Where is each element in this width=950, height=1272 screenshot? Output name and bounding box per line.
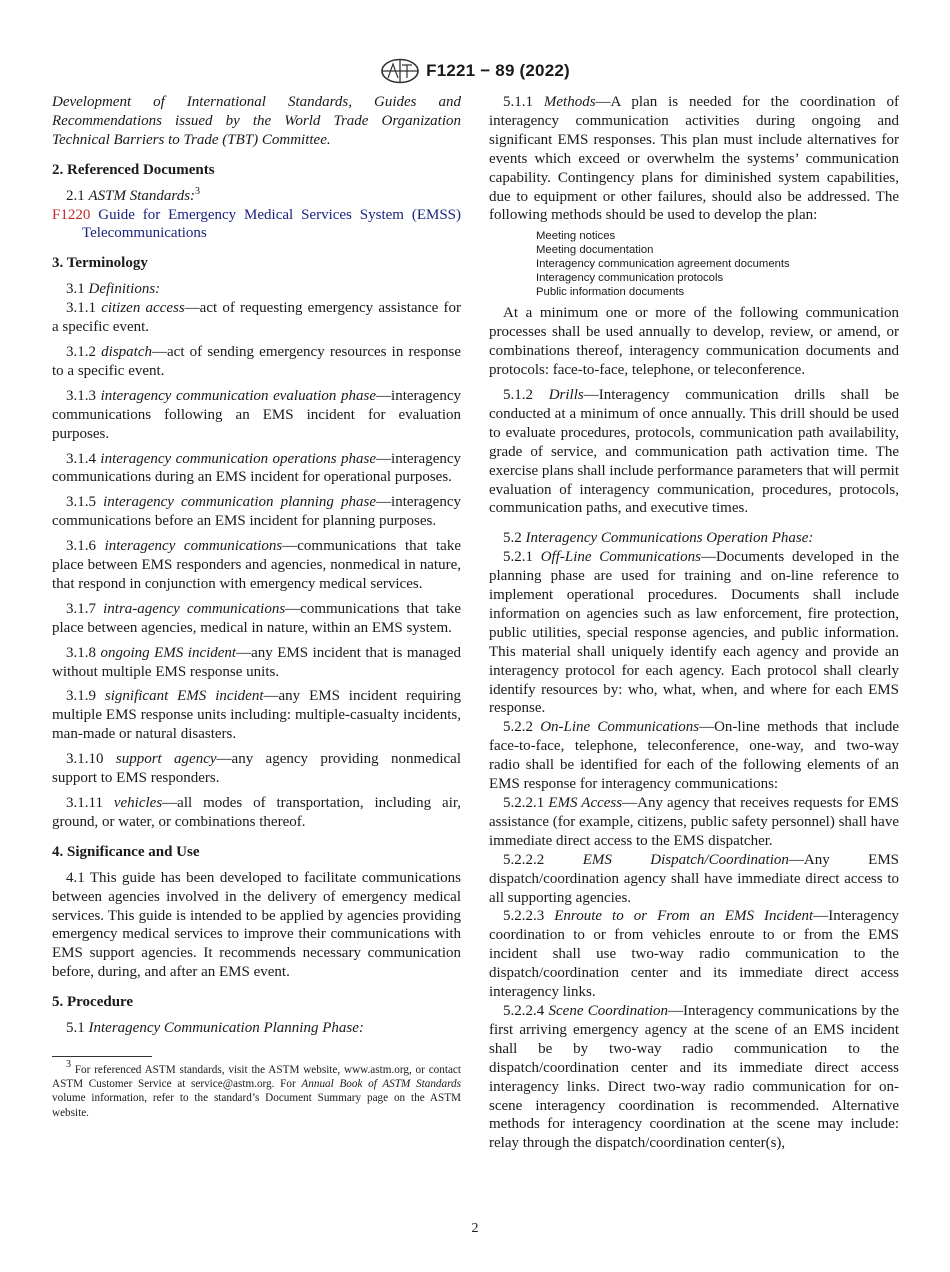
paragraph-term: Scene Coordination	[548, 1002, 669, 1019]
paragraph-term: Definitions:	[88, 281, 161, 298]
paragraph-5-2-2-1	[489, 794, 899, 851]
list-item: Meeting notices	[536, 230, 616, 243]
definition-3-1-4	[52, 450, 461, 488]
paragraph-4-1: 4.1 This guide has been developed to facilitate communications between agencies involved in the delivery of emergency medical services. This guide is intended to be applied by agencies providing emergency medical services to improve their communications with EMS support agencies. It recommends necessary communication before, during, and after an EMS event.	[52, 869, 461, 981]
paragraph-term: Interagency Communication Planning Phase:	[88, 1020, 364, 1037]
definition-term: interagency communication evaluation phase	[100, 387, 377, 404]
paragraph-3-1	[52, 280, 461, 299]
page-number: 2	[471, 1221, 479, 1236]
ref-code[interactable]: F1220	[52, 206, 91, 223]
definition-number: 3.1.2	[66, 343, 96, 360]
paragraph-5-2-2-3	[489, 907, 899, 1002]
paragraph-minimum-processes: At a minimum one or more of the following communication processes shall be used annually to develop, review, or amend, or combinations thereof, interagency communication documents and protocols: face-to-face, telephone, or teleconference.	[489, 305, 899, 379]
right-column	[489, 93, 899, 1153]
definition-number: 3.1.8	[66, 644, 96, 661]
paragraph-number: 5.2.2.3	[503, 908, 545, 925]
list-item: Public information documents	[536, 286, 685, 299]
definition-number: 3.1.1	[66, 300, 96, 317]
definition-number: 3.1.6	[66, 538, 96, 555]
paragraph-text: —A plan is needed for the coordination of interagency communication activities during ongoing and significant EMS responses. This plan must include alternatives for events which exceed or overwhelm the systems’ communication capability. Contingency plans for diminished system capabilities, due to equipment or other failures, should also be addressed. The following methods should be used to develop the plan:	[489, 94, 900, 224]
paragraph-text: —Interagency communication drills shall be conducted at a minimum of once annually. This drill should be used to evaluate procedures, protocols, communication path availability, grade of service, and communication path activation time. The exercise plans shall include performance parameters that will permit evaluation of interagency communication, procedures, protocols, communication paths, and executive times.	[489, 386, 900, 517]
definition-term: support agency	[115, 751, 217, 768]
paragraph-2-1	[52, 187, 461, 206]
paragraph-number: 5.2.2.2	[503, 851, 545, 868]
footnote-text-italic: Annual Book of ASTM Standards	[301, 1078, 461, 1091]
methods-list	[489, 229, 899, 299]
paragraph-text: —Interagency coordination to or from vehicles enroute to or from the EMS incident shall use two-way radio communication to the dispatch/coordination center and its immediate direct access interagency links.	[489, 908, 899, 1001]
paragraph-number: 5.1	[66, 1020, 85, 1037]
definition-text: —interagency communications before an EMS incident for planning purposes.	[52, 494, 461, 530]
document-designation: F1221 − 89 (2022)	[426, 61, 570, 80]
footnote-ref: 3	[195, 185, 201, 197]
paragraph-5-1	[52, 1019, 461, 1038]
paragraph-number: 5.2.1	[503, 549, 533, 566]
astm-logo-icon	[380, 58, 420, 84]
paragraph-term: Interagency Communications Operation Phase:	[525, 530, 814, 547]
definition-3-1-7	[52, 600, 461, 638]
definition-term: citizen access	[101, 300, 185, 317]
list-item: Meeting documentation	[536, 244, 654, 257]
definition-term: dispatch	[101, 343, 153, 360]
definition-3-1-10	[52, 750, 461, 788]
section-2-heading: 2. Referenced Documents	[52, 161, 215, 178]
paragraph-5-2-2-4	[489, 1002, 899, 1153]
definition-3-1-6	[52, 537, 461, 594]
definition-text: —act of requesting emergency assistance for a specific event.	[52, 300, 462, 336]
definition-text: —interagency communications during an EMS incident for operational purposes.	[52, 450, 462, 486]
definition-3-1-9	[52, 687, 461, 744]
definition-text: —communications that take place between agencies, medical in nature, within an EMS system.	[52, 600, 461, 636]
footnote-3	[52, 1058, 461, 1120]
definition-number: 3.1.3	[66, 387, 96, 404]
list-item: Interagency communication protocols	[536, 272, 724, 285]
definition-3-1-1	[52, 299, 461, 337]
paragraph-5-2-2-2	[489, 851, 899, 908]
definition-text: —all modes of transportation, including air, ground, or water, or combinations thereof.	[52, 795, 462, 830]
intro-paragraph: Development of International Standards, Guides and Recommendations issued by the World Trade Organization Technical Barriers to Trade (TBT) Committee.	[52, 94, 461, 148]
definition-text: —communications that take place between EMS responders and agencies, nonmedical in nature, that respond in conjunction with emergency medical services.	[52, 538, 461, 592]
paragraph-number: 2.1	[66, 187, 85, 204]
paragraph-term: Enroute to or From an EMS Incident	[554, 908, 814, 925]
definition-term: vehicles	[113, 795, 163, 811]
definition-term: interagency communication operations phase	[100, 450, 377, 467]
paragraph-term: EMS Access	[548, 795, 623, 811]
section-3-heading: 3. Terminology	[52, 255, 148, 272]
definition-text: —any EMS incident requiring multiple EMS response units including: multiple-casualty incidents, man-made or natural disasters.	[52, 688, 462, 743]
section-4-heading: 4. Significance and Use	[52, 843, 200, 860]
paragraph-number: 5.2.2.4	[503, 1002, 545, 1019]
definition-text: —any EMS incident that is managed without multiple EMS response units.	[52, 644, 461, 680]
left-column	[52, 93, 461, 1120]
footnote-marker: 3	[66, 1058, 71, 1070]
paragraph-5-2-1	[489, 548, 899, 718]
paragraph-term: EMS Dispatch/Coordination	[582, 851, 789, 868]
definition-number: 3.1.7	[66, 600, 96, 617]
paragraph-number: 5.1.1	[503, 94, 533, 110]
ref-title[interactable]: Guide for Emergency Medical Services System (EMSS) Telecommunications	[82, 206, 462, 242]
definition-text: —act of sending emergency resources in response to a specific event.	[52, 343, 461, 379]
definition-text: —any agency providing nonmedical support to EMS responders.	[52, 751, 462, 787]
definition-number: 3.1.4	[66, 450, 96, 467]
paragraph-term: ASTM Standards:	[88, 187, 196, 204]
definition-3-1-3	[52, 387, 461, 444]
definition-3-1-8	[52, 644, 461, 682]
definition-number: 3.1.9	[66, 688, 96, 705]
paragraph-number: 5.2	[503, 530, 522, 547]
paragraph-term: Off-Line Communications	[540, 549, 701, 566]
definition-term: interagency communications	[104, 538, 283, 555]
paragraph-text: —Any EMS dispatch/coordination agency shall have immediate direct access to all supporting agencies.	[489, 851, 899, 906]
definition-term: interagency communication planning phase	[103, 494, 377, 511]
definition-text: —interagency communications following an EMS incident for evaluation purposes.	[52, 387, 461, 442]
definition-term: ongoing EMS incident	[100, 644, 237, 661]
paragraph-number: 5.2.2	[503, 719, 533, 736]
footnote-text-a: For referenced ASTM standards, visit the ASTM website, www.astm.org, or contact ASTM Customer Service at service@astm.org. For	[52, 1063, 461, 1091]
section-5-heading: 5. Procedure	[52, 994, 134, 1011]
definition-number: 3.1.11	[66, 795, 103, 811]
paragraph-number: 5.1.2	[503, 386, 533, 403]
page-header	[0, 55, 950, 87]
paragraph-number: 5.2.2.1	[503, 795, 545, 811]
definition-term: significant EMS incident	[104, 688, 264, 705]
paragraph-number: 3.1	[66, 281, 85, 298]
list-item: Interagency communication agreement documents	[536, 258, 790, 271]
paragraph-text: —On-line methods that include face-to-face, telephone, teleconference, one-way, and two-way radio shall be identified for each of the following elements of an EMS response for interagency communications:	[489, 719, 900, 793]
definition-term: intra-agency communications	[103, 600, 286, 617]
paragraph-5-1-2	[489, 386, 899, 518]
definition-number: 3.1.10	[66, 751, 104, 768]
paragraph-term: Methods	[543, 94, 596, 110]
definition-3-1-11	[52, 794, 461, 832]
paragraph-text: —Any agency that receives requests for EMS assistance (for example, citizens, public safety personnel) shall have immediate direct access to the EMS dispatcher.	[489, 795, 899, 849]
paragraph-term: On-Line Communications	[540, 719, 700, 736]
paragraph-5-1-1	[489, 93, 899, 225]
definition-3-1-5	[52, 493, 461, 531]
paragraph-5-2	[489, 529, 899, 548]
footnote-divider	[52, 1056, 152, 1057]
footnote-text-b: volume information, refer to the standard’s Document Summary page on the ASTM website.	[52, 1092, 461, 1119]
definition-number: 3.1.5	[66, 494, 96, 511]
paragraph-text: —Documents developed in the planning phase are used for training and on-line reference to implement operational procedures. Documents shall include information on agencies such as law enforcement, fire protection, public utilities, special response agencies, and public information. This material shall uniquely identify each agency and provide an interagency protocol for each agency. Each protocol shall clearly identify resources by: who, what, when, and where for each EMS response.	[489, 549, 900, 717]
referenced-standard-f1220[interactable]	[52, 206, 461, 244]
definition-3-1-2	[52, 343, 461, 381]
paragraph-text: —Interagency communications by the first arriving emergency agency at the scene of an EMS incident shall be by two-way radio communication to the dispatch/coordination center and its immediate direct access interagency links. Direct two-way radio communication for on-scene interagency coordination is recommended. Alternative methods for interagency coordination at the scene may include: relay through the dispatch/coordination center(s),	[489, 1002, 900, 1152]
paragraph-term: Drills	[548, 386, 584, 403]
paragraph-5-2-2	[489, 718, 899, 794]
